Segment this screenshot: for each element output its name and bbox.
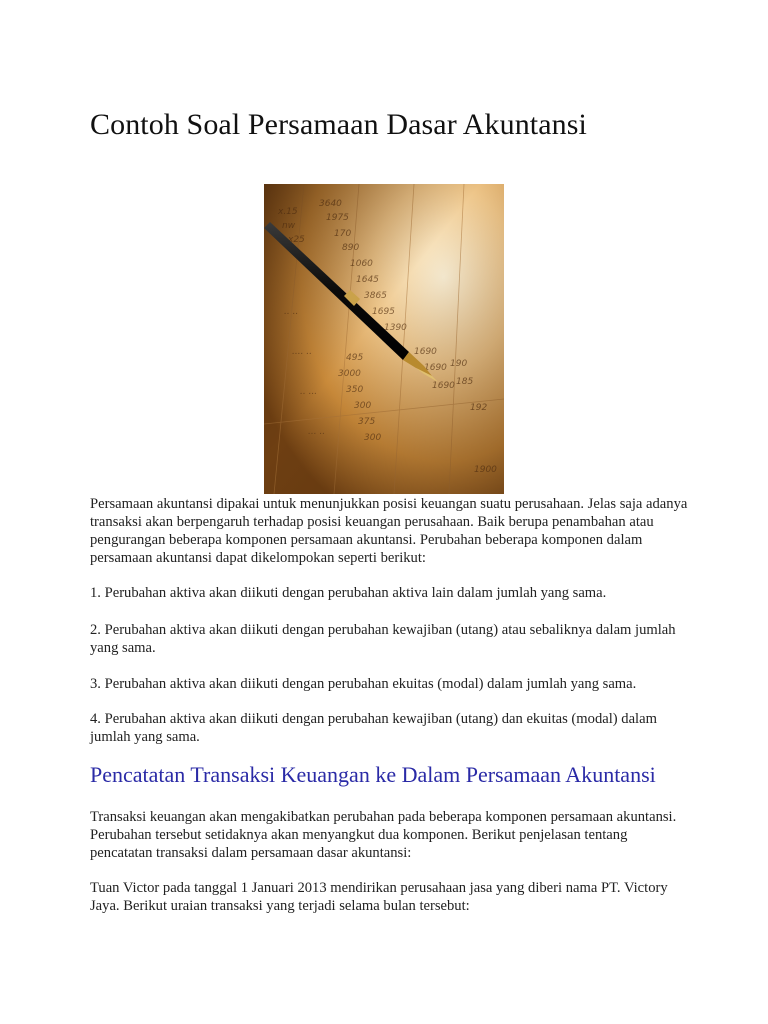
- list-item: 1. Perubahan aktiva akan diikuti dengan perubahan aktiva lain dalam jumlah yang sama.: [90, 585, 607, 601]
- page-title: Contoh Soal Persamaan Dasar Akuntansi: [90, 108, 587, 141]
- section-heading: Pencatatan Transaksi Keuangan ke Dalam Persamaan Akuntansi: [90, 762, 656, 787]
- pen-on-ledger-illustration: [264, 184, 504, 494]
- section-paragraph: Transaksi keuangan akan mengakibatkan perubahan pada beberapa komponen persamaan akuntansi. Perubahan tersebut setidaknya akan menyangkut dua komponen. Berikut penjelasan tentang pencatatan transaksi dalam persamaan dasar akuntansi:: [90, 809, 677, 861]
- list-item: 2. Perubahan aktiva akan diikuti dengan perubahan kewajiban (utang) atau sebaliknya dalam jumlah yang sama.: [90, 622, 676, 656]
- ledger-photo: [264, 184, 504, 494]
- list-item: 4. Perubahan aktiva akan diikuti dengan perubahan kewajiban (utang) dan ekuitas (modal) dalam jumlah yang sama.: [90, 711, 657, 745]
- intro-paragraph: Persamaan akuntansi dipakai untuk menunjukkan posisi keuangan suatu perusahaan. Jelas saja adanya transaksi akan berpengaruh terhadap posisi keuangan perusahaan. Baik berupa penambahan atau pengurangan beberapa komponen persamaan akuntansi. Perubahan beberapa komponen dalam persamaan akuntansi dapat dikelompokan seperti berikut:: [90, 496, 688, 566]
- list-item: 3. Perubahan aktiva akan diikuti dengan perubahan ekuitas (modal) dalam jumlah yang sama.: [90, 676, 637, 692]
- example-paragraph: Tuan Victor pada tanggal 1 Januari 2013 mendirikan perusahaan jasa yang diberi nama PT. Victory Jaya. Berikut uraian transaksi yang terjadi selama bulan tersebut:: [90, 880, 668, 914]
